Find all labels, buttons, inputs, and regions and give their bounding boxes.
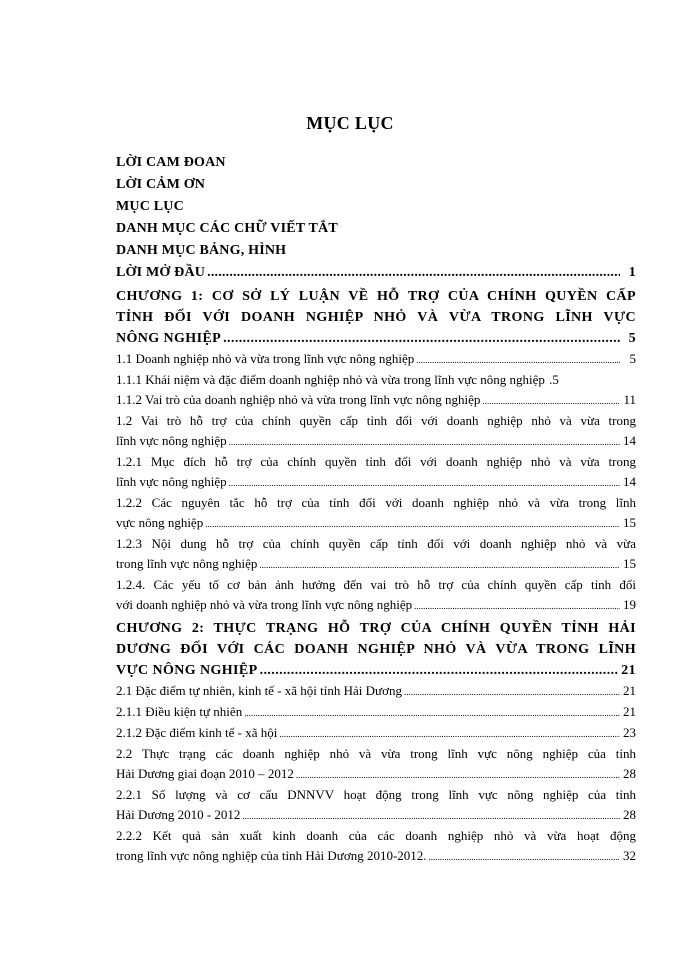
toc-page-number: 5 [628,331,636,346]
toc-entry-section [116,744,636,785]
dot-leader [414,595,620,616]
toc-entry-section [116,493,636,534]
toc-entry-text: 1.1 Doanh nghiệp nhỏ và vừa trong lĩnh vực nông nghiệp [116,351,415,366]
dot-leader [482,390,620,411]
toc-entry-text: 1.2.2 Các nguyên tắc hỗ trợ của tỉnh đối với doanh nghiệp nhỏ và vừa trong lĩnh [116,495,636,510]
toc-entry-text: VỰC NÔNG NGHIỆP [116,663,258,678]
toc-entry-text: với doanh nghiệp nhỏ và vừa trong lĩnh vực nông nghiệp [116,597,413,612]
toc-entry-text: 1.2 Vai trò hỗ trợ của chính quyền cấp tỉnh đối với doanh nghiệp nhỏ và vừa trong [116,413,636,428]
toc-entry-text: CHƯƠNG 1: CƠ SỞ LÝ LUẬN VỀ HỖ TRỢ CỦA CHÍNH QUYỀN CẤP [116,289,636,304]
toc-entry-text: TỈNH ĐỐI VỚI DOANH NGHIỆP NHỎ VÀ VỪA TRONG LĨNH VỰC [116,310,636,325]
toc-entry-text: 1.1.1 Khái niệm và đặc điểm doanh nghiệp nhỏ và vừa trong lĩnh vực nông nghiệp [116,372,545,387]
toc-entry-text: 1.1.2 Vai trò của doanh nghiệp nhỏ và vừa trong lĩnh vực nông nghiệp [116,392,481,407]
dot-leader [244,702,620,723]
toc-entry-front-matter: MỤC LỤC [116,199,184,214]
dot-leader [296,764,620,785]
toc-entry-section [116,534,636,575]
dot-leader [416,349,620,370]
toc-entry-text: 2.2.2 Kết quả sản xuất kinh doanh của các doanh nghiệp nhỏ và vừa hoạt động [116,828,636,843]
toc-entry-text: vực nông nghiệp [116,515,204,530]
toc-entry-text: Hải Dương 2010 - 2012 [116,807,241,822]
toc-entry-text: 2.1.2 Đặc điểm kinh tế - xã hội [116,725,278,740]
toc-entry-text: 2.1.1 Điều kiện tự nhiên [116,704,243,719]
toc-page-number: 21 [623,704,636,719]
toc-page-number: 19 [623,597,636,612]
toc-entry-section [116,349,636,370]
dot-leader [207,262,620,284]
toc-entry-text: 1.2.3 Nội dung hỗ trợ của chính quyền cấp tỉnh đối với doanh nghiệp nhỏ và vừa [116,536,636,551]
dot-leader [279,723,620,744]
toc-entry-text: 1.2.4. Các yếu tố cơ bản ảnh hưởng đến vai trò hỗ trợ của chính quyền cấp tỉnh đối [116,577,636,592]
toc-page-number: 14 [623,433,636,448]
toc-page-number: 5 [629,351,636,366]
toc-entry-chapter [116,286,636,349]
toc-entry-text: 2.1 Đặc điểm tự nhiên, kinh tế - xã hội tỉnh Hải Dương [116,683,402,698]
toc-entry-section [116,702,636,723]
toc-page-number: 1 [628,265,636,280]
toc-entry-text: trong lĩnh vực nông nghiệp của tỉnh Hải Dương 2010-2012. [116,848,427,863]
toc-entry-front-matter: LỜI CAM ĐOAN [116,155,226,170]
toc-entry-section [116,826,636,867]
toc-entry-section [116,723,636,744]
toc-page-number: 28 [623,766,636,781]
toc-entry-section [116,411,636,452]
toc-page-number: 15 [623,515,636,530]
toc-page-number: 21 [621,663,636,678]
toc-page-number: 15 [623,556,636,571]
toc-entry-text: CHƯƠNG 2: THỰC TRẠNG HỖ TRỢ CỦA CHÍNH QUYỀN TỈNH HẢI [116,621,636,636]
toc-page-number: 28 [623,807,636,822]
toc-entry-text: NÔNG NGHIỆP [116,331,222,346]
table-of-contents [116,152,636,867]
toc-entry-front-matter: DANH MỤC BẢNG, HÌNH [116,243,287,258]
toc-entry-intro [116,262,636,284]
page-title: MỤC LỤC [306,113,394,133]
toc-page-number: .5 [549,372,559,387]
toc-entry-section [116,575,636,616]
toc-entry-section [116,390,636,411]
toc-entry-front-matter: DANH MỤC CÁC CHỮ VIẾT TẮT [116,221,338,236]
dot-leader [229,472,620,493]
toc-page-number: 11 [623,392,636,407]
toc-entry-text: lĩnh vực nông nghiệp [116,433,227,448]
toc-entry-chapter [116,618,636,681]
dot-leader [205,513,620,534]
toc-entry-text: trong lĩnh vực nông nghiệp [116,556,258,571]
dot-leader [242,805,620,826]
toc-entry-text: LỜI MỞ ĐẦU [116,265,206,280]
toc-entry-text: Hải Dương giai đoạn 2010 – 2012 [116,766,294,781]
toc-page-number: 14 [623,474,636,489]
toc-entry-section [116,370,636,390]
dot-leader [260,660,620,681]
toc-entry-section [116,452,636,493]
toc-entry-section [116,681,636,702]
toc-entry-text: 1.2.1 Mục đích hỗ trợ của chính quyền tỉnh đối với doanh nghiệp nhỏ và vừa trong [116,454,636,469]
toc-entry-text: 2.2.1 Số lượng và cơ cấu DNNVV hoạt động trong lĩnh vực nông nghiệp của tỉnh [116,787,636,802]
dot-leader [429,846,620,867]
dot-leader [229,431,620,452]
toc-page-number: 21 [623,683,636,698]
toc-entry-text: DƯƠNG ĐỐI VỚI CÁC DOANH NGHIỆP NHỎ VÀ VỪA TRONG LĨNH [116,642,636,657]
toc-entry-section [116,785,636,826]
toc-entry-text: lĩnh vực nông nghiệp [116,474,227,489]
toc-page-number: 23 [623,725,636,740]
toc-entry-front-matter: LỜI CẢM ƠN [116,177,206,192]
dot-leader [404,681,620,702]
toc-entry-text: 2.2 Thực trạng các doanh nghiệp nhỏ và vừa trong lĩnh vực nông nghiệp của tỉnh [116,746,636,761]
dot-leader [259,554,620,575]
toc-page-number: 32 [623,848,636,863]
dot-leader [223,328,620,349]
